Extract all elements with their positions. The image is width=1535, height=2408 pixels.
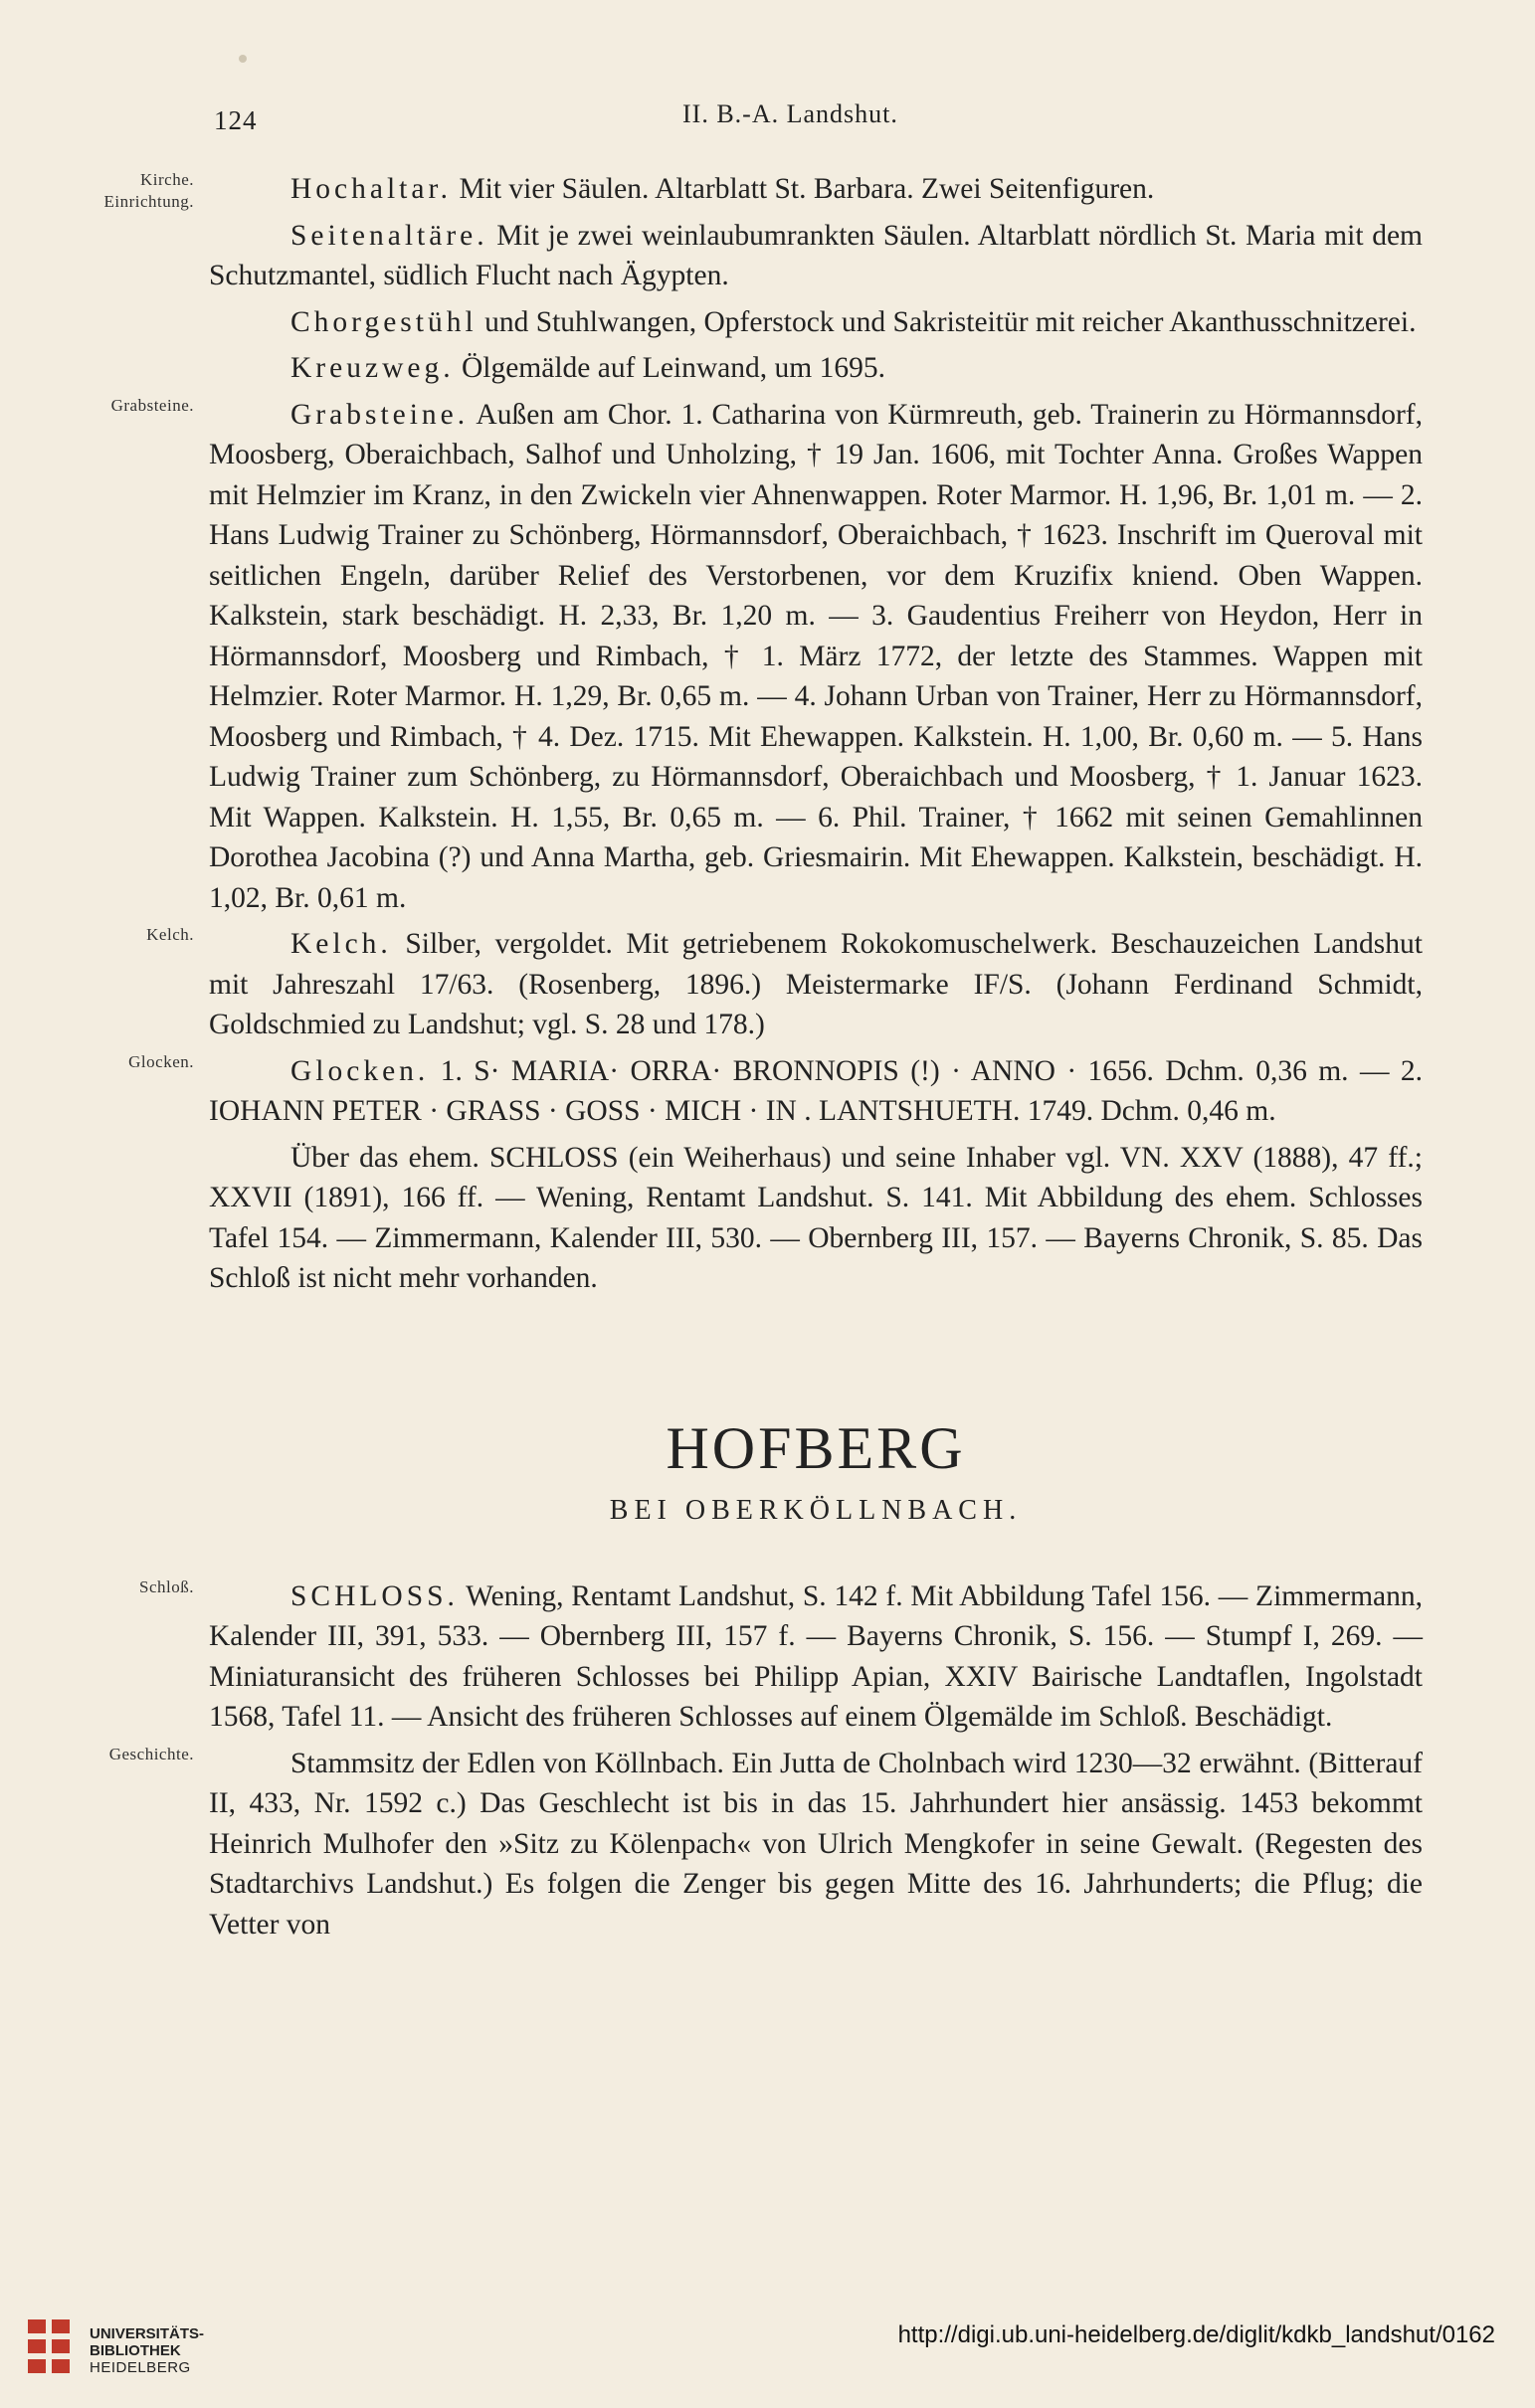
- page-body: [103, 169, 1423, 1950]
- paragraph-lead: Glocken.: [290, 1054, 430, 1087]
- paragraph: [209, 348, 1423, 389]
- page-header: [0, 99, 1535, 139]
- margin-note: Schloß.: [139, 1576, 194, 1596]
- paragraph-text: Mit vier Säulen. Altarblatt St. Barbara. Zwei Seitenfiguren.: [452, 173, 1155, 205]
- margin-note: Kelch.: [146, 925, 194, 944]
- paragraph: [110, 395, 1423, 919]
- paragraph-text: Über das ehem. SCHLOSS (ein Weiherhaus) und seine Inhaber vgl. VN. XXV (1888), 47 ff.; XXVII (1891), 166 ff. — Wening, Rentamt Landshut. S. 141. Mit Abbildung des ehem. Schlosses Tafel 154. — Zimmermann, Kalender III, 530. — Obernberg III, 157. — Bayerns Chronik, S. 85. Das Schloß ist nicht mehr vorhanden.: [209, 1141, 1423, 1294]
- paragraph-lead: SCHLOSS.: [290, 1579, 459, 1612]
- margin-note: Glocken.: [128, 1051, 194, 1071]
- paragraph-lead: Seitenaltäre.: [290, 219, 488, 252]
- paragraph-text: Mit je zwei weinlaubumrankten Säulen. Altarblatt nördlich St. Maria mit dem Schutzmantel, südlich Flucht nach Ägypten.: [209, 219, 1423, 291]
- paragraph-lead: Kelch.: [290, 928, 392, 960]
- paragraph: [103, 169, 1423, 211]
- university-seal-icon: [22, 2314, 82, 2393]
- running-title: II. B.-A. Landshut.: [682, 99, 898, 128]
- source-url-link[interactable]: http://digi.ub.uni-heidelberg.de/diglit/kdkb_landshut/0162: [897, 2321, 1495, 2348]
- library-name: [90, 2325, 204, 2376]
- paragraph-lead: Grabsteine.: [290, 398, 470, 431]
- paragraph: [128, 1051, 1423, 1132]
- paragraph-lead: Chorgestühl: [290, 305, 478, 338]
- paragraph: [108, 1744, 1423, 1945]
- paragraph-text: Ölgemälde auf Leinwand, um 1695.: [454, 352, 885, 384]
- library-line-1: UNIVERSITÄTS-: [90, 2325, 205, 2342]
- margin-note: Geschichte.: [108, 1744, 194, 1763]
- place-subtitle: BEI OBERKÖLLNBACH.: [609, 1494, 1023, 1526]
- paragraph-lead: Hochaltar.: [290, 173, 453, 205]
- paragraph-text: 1. S· MARIA· ORRA· BRONNOPIS (!) · ANNO · 1656. Dchm. 0,36 m. — 2. IOHANN PETER · GRASS · GOSS · MICH · IN . LANTSHUETH. 1749. Dchm. 0,46 m.: [209, 1054, 1423, 1127]
- place-title: HOFBERG: [666, 1414, 966, 1481]
- place-heading: [209, 1413, 1423, 1527]
- paragraph-text: Wening, Rentamt Landshut, S. 142 f. Mit Abbildung Tafel 156. — Zimmermann, Kalender III, 391, 533. — Obernberg III, 157 f. — Bayerns Chronik, S. 156. — Stumpf I, 269. — Miniaturansicht des früheren Schlosses bei Philipp Apian, XXIV Bairische Landtaflen, Ingolstadt 1568, Tafel 11. — Ansicht des früheren Schlosses auf einem Ölgemälde im Schloß. Beschädigt.: [209, 1579, 1423, 1733]
- paragraph-lead: Kreuzweg.: [290, 352, 455, 384]
- margin-note: Grabsteine.: [110, 395, 194, 415]
- paragraph-text: Silber, vergoldet. Mit getriebenem Rokokomuschelwerk. Beschauzeichen Landshut mit Jahreszahl 17/63. (Rosenberg, 1896.) Meistermarke IF/S. (Johann Ferdinand Schmidt, Goldschmied zu Landshut; vgl. S. 28 und 178.): [209, 928, 1423, 1040]
- section-church: [103, 169, 1423, 1299]
- margin-note: Kirche. Einrichtung.: [103, 170, 194, 211]
- paragraph-text: Stammsitz der Edlen von Köllnbach. Ein Jutta de Cholnbach wird 1230—32 erwähnt. (Bitterauf II, 433, Nr. 1592 c.) Das Geschlecht ist bis in das 15. Jahrhundert hier ansässig. 1453 bekommt Heinrich Mulhofer den »Sitz zu Kölenpach« von Ulrich Mengkofer in seine Gewalt. (Regesten des Stadtarchivs Landshut.) Es folgen die Zenger bis gegen Mitte des 16. Jahrhunderts; die Pflug; die Vetter von: [209, 1747, 1423, 1941]
- paragraph: [209, 302, 1423, 343]
- section-hofberg: [108, 1576, 1423, 1945]
- library-line-2: BIBLIOTHEK: [90, 2342, 181, 2359]
- paragraph: [209, 216, 1423, 296]
- paragraph-text: und Stuhlwangen, Opferstock und Sakristeitür mit reicher Akanthusschnitzerei.: [477, 305, 1417, 338]
- paragraph: [209, 1138, 1423, 1299]
- library-line-3: HEIDELBERG: [90, 2359, 191, 2376]
- paragraph: [139, 1576, 1423, 1738]
- paragraph-text: Außen am Chor. 1. Catharina von Kürmreuth, geb. Trainerin zu Hörmannsdorf, Moosberg, Oberaichbach, Salhof und Unholzing, † 19 Jan. 1606, mit Tochter Anna. Großes Wappen mit Helmzier im Kranz, in den Zwickeln vier Ahnenwappen. Roter Marmor. H. 1,96, Br. 1,01 m. — 2. Hans Ludwig Trainer zu Schönberg, Hörmannsdorf, Oberaichbach, † 1623. Inschrift im Queroval mit seitlichen Engeln, darüber Relief des Verstorbenen, vor dem Kruzifix kniend. Oben Wappen. Kalkstein, stark beschädigt. H. 2,33, Br. 1,20 m. — 3. Gaudentius Freiherr von Heydon, Herr in Hörmannsdorf, Moosberg und Rimbach, † 1. März 1772, der letzte des Stammes. Wappen mit Helmzier. Roter Marmor. H. 1,29, Br. 0,65 m. — 4. Johann Urban von Trainer, Herr zu Hörmannsdorf, Moosberg und Rimbach, † 4. Dez. 1715. Mit Ehewappen. Kalkstein. H. 1,00, Br. 0,60 m. — 5. Hans Ludwig Trainer zum Schönberg, zu Hörmannsdorf, Oberaichbach und Moosberg, † 1. Januar 1623. Mit Wappen. Kalkstein. H. 1,55, Br. 0,65 m. — 6. Phil. Trainer, † 1662 mit seinen Gemahlinnen Dorothea Jacobina (?) und Anna Martha, geb. Griesmairin. Mit Ehewappen. Kalkstein, beschädigt. H. 1,02, Br. 0,61 m.: [209, 398, 1423, 914]
- scan-speck: [239, 55, 247, 63]
- paragraph: [146, 924, 1423, 1045]
- page-number: 124: [214, 105, 258, 135]
- page-footer: [0, 2310, 1535, 2408]
